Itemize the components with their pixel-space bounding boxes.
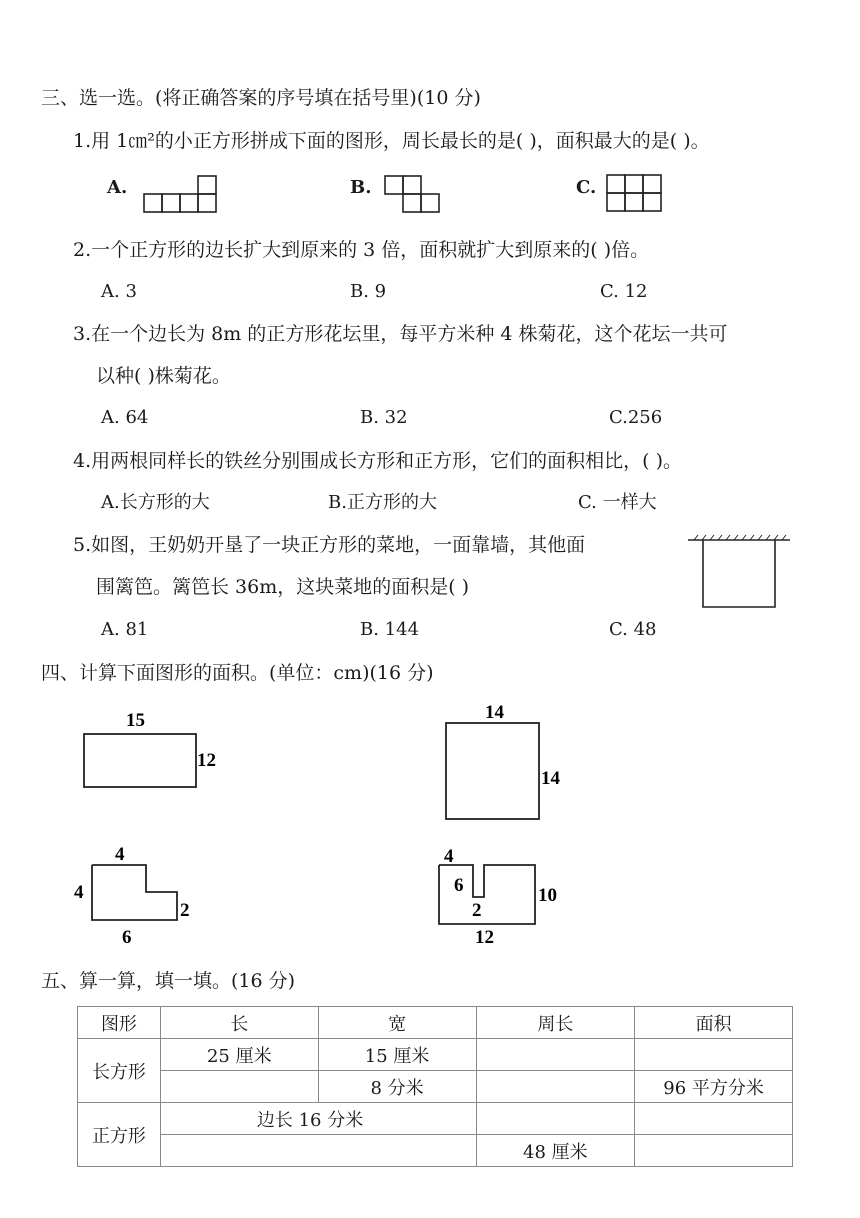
fill-in-table — [77, 1006, 793, 1167]
q2-option-c: C. 12 — [600, 281, 648, 302]
fig3-step-label: 2 — [180, 900, 190, 921]
q4-option-a: A.长方形的大 — [101, 492, 210, 513]
q5-option-c: C. 48 — [609, 619, 657, 640]
q1-text: 1.用 1㎝²的小正方形拼成下面的图形，周长最长的是( )，面积最大的是( )。 — [73, 130, 710, 152]
q3-line2: 以种( )株菊花。 — [96, 365, 231, 387]
area-figure-4 — [430, 840, 580, 954]
square2-side-blank[interactable] — [160, 1135, 476, 1167]
rect1-length-cell: 25 厘米 — [160, 1039, 318, 1071]
fig4-notch-width-label: 2 — [472, 900, 482, 921]
header-width: 宽 — [318, 1007, 476, 1039]
q5-line1: 5.如图，王奶奶开垦了一块正方形的菜地，一面靠墙，其他面 — [73, 534, 586, 556]
fig4-bottom-label: 12 — [475, 927, 494, 948]
square2-area-blank[interactable] — [635, 1135, 793, 1167]
q4-text: 4.用两根同样长的铁丝分别围成长方形和正方形，它们的面积相比，( )。 — [73, 450, 682, 472]
fig2-right-label: 14 — [541, 768, 560, 789]
q4-option-c: C. 一样大 — [578, 492, 657, 513]
fig2-top-label: 14 — [485, 702, 504, 723]
header-length: 长 — [160, 1007, 318, 1039]
fig4-notch-depth-label: 6 — [454, 875, 464, 896]
rect2-width-cell: 8 分米 — [318, 1071, 476, 1103]
q3-option-b: B. 32 — [360, 407, 408, 428]
table-row — [78, 1071, 793, 1103]
fig4-top-label: 4 — [444, 846, 454, 867]
table-row — [78, 1039, 793, 1071]
square1-side-cell: 边长 16 分米 — [160, 1103, 476, 1135]
square-label-cell: 正方形 — [78, 1103, 161, 1167]
q5-option-b: B. 144 — [360, 619, 420, 640]
fig4-right-label: 10 — [538, 885, 557, 906]
area-figure-2 — [430, 700, 580, 829]
section3-heading: 三、选一选。(将正确答案的序号填在括号里)(10 分) — [41, 87, 481, 109]
table-row — [78, 1103, 793, 1135]
section4-heading: 四、计算下面图形的面积。(单位：cm)(16 分) — [41, 662, 434, 684]
header-perimeter: 周长 — [476, 1007, 635, 1039]
fig1-top-label: 15 — [126, 710, 145, 731]
rect2-perimeter-blank[interactable] — [476, 1071, 635, 1103]
q2-text: 2.一个正方形的边长扩大到原来的 3 倍，面积就扩大到原来的( )倍。 — [73, 239, 650, 261]
fig3-top-label: 4 — [115, 844, 125, 865]
square1-perimeter-blank[interactable] — [476, 1103, 635, 1135]
rect2-length-blank[interactable] — [160, 1071, 318, 1103]
square1-area-blank[interactable] — [635, 1103, 793, 1135]
q1-figure-a — [143, 175, 219, 217]
q2-option-b: B. 9 — [350, 281, 387, 302]
fig3-bottom-label: 6 — [122, 927, 132, 948]
area-figure-1 — [70, 700, 250, 814]
q4-option-b: B.正方形的大 — [328, 492, 437, 513]
section5-heading: 五、算一算，填一填。(16 分) — [41, 970, 296, 992]
q3-option-c: C.256 — [609, 407, 663, 428]
q1-figure-b — [384, 175, 442, 219]
q3-line1: 3.在一个边长为 8m 的正方形花坛里，每平方米种 4 株菊花，这个花坛一共可 — [73, 323, 728, 345]
header-shape: 图形 — [78, 1007, 161, 1039]
rect-label-cell: 长方形 — [78, 1039, 161, 1103]
q3-option-a: A. 64 — [101, 407, 149, 428]
table-row — [78, 1135, 793, 1167]
q1-option-c: C. — [576, 177, 597, 198]
q5-option-a: A. 81 — [101, 619, 149, 640]
table-header-row — [78, 1007, 793, 1039]
fig1-right-label: 12 — [197, 750, 216, 771]
q1-option-a: A. — [107, 177, 128, 198]
square2-perimeter-cell: 48 厘米 — [476, 1135, 635, 1167]
rect1-width-cell: 15 厘米 — [318, 1039, 476, 1071]
area-figure-3 — [70, 840, 210, 954]
rect1-perimeter-blank[interactable] — [476, 1039, 635, 1071]
q1-option-b: B. — [350, 177, 372, 198]
q5-line2: 围篱笆。篱笆长 36m，这块菜地的面积是( ) — [96, 576, 470, 598]
rect2-area-cell: 96 平方分米 — [635, 1071, 793, 1103]
q5-garden-figure — [686, 530, 792, 616]
q1-figure-c — [606, 174, 664, 218]
rect1-area-blank[interactable] — [635, 1039, 793, 1071]
header-area: 面积 — [635, 1007, 793, 1039]
fig3-left-label: 4 — [74, 882, 84, 903]
q2-option-a: A. 3 — [101, 281, 137, 302]
